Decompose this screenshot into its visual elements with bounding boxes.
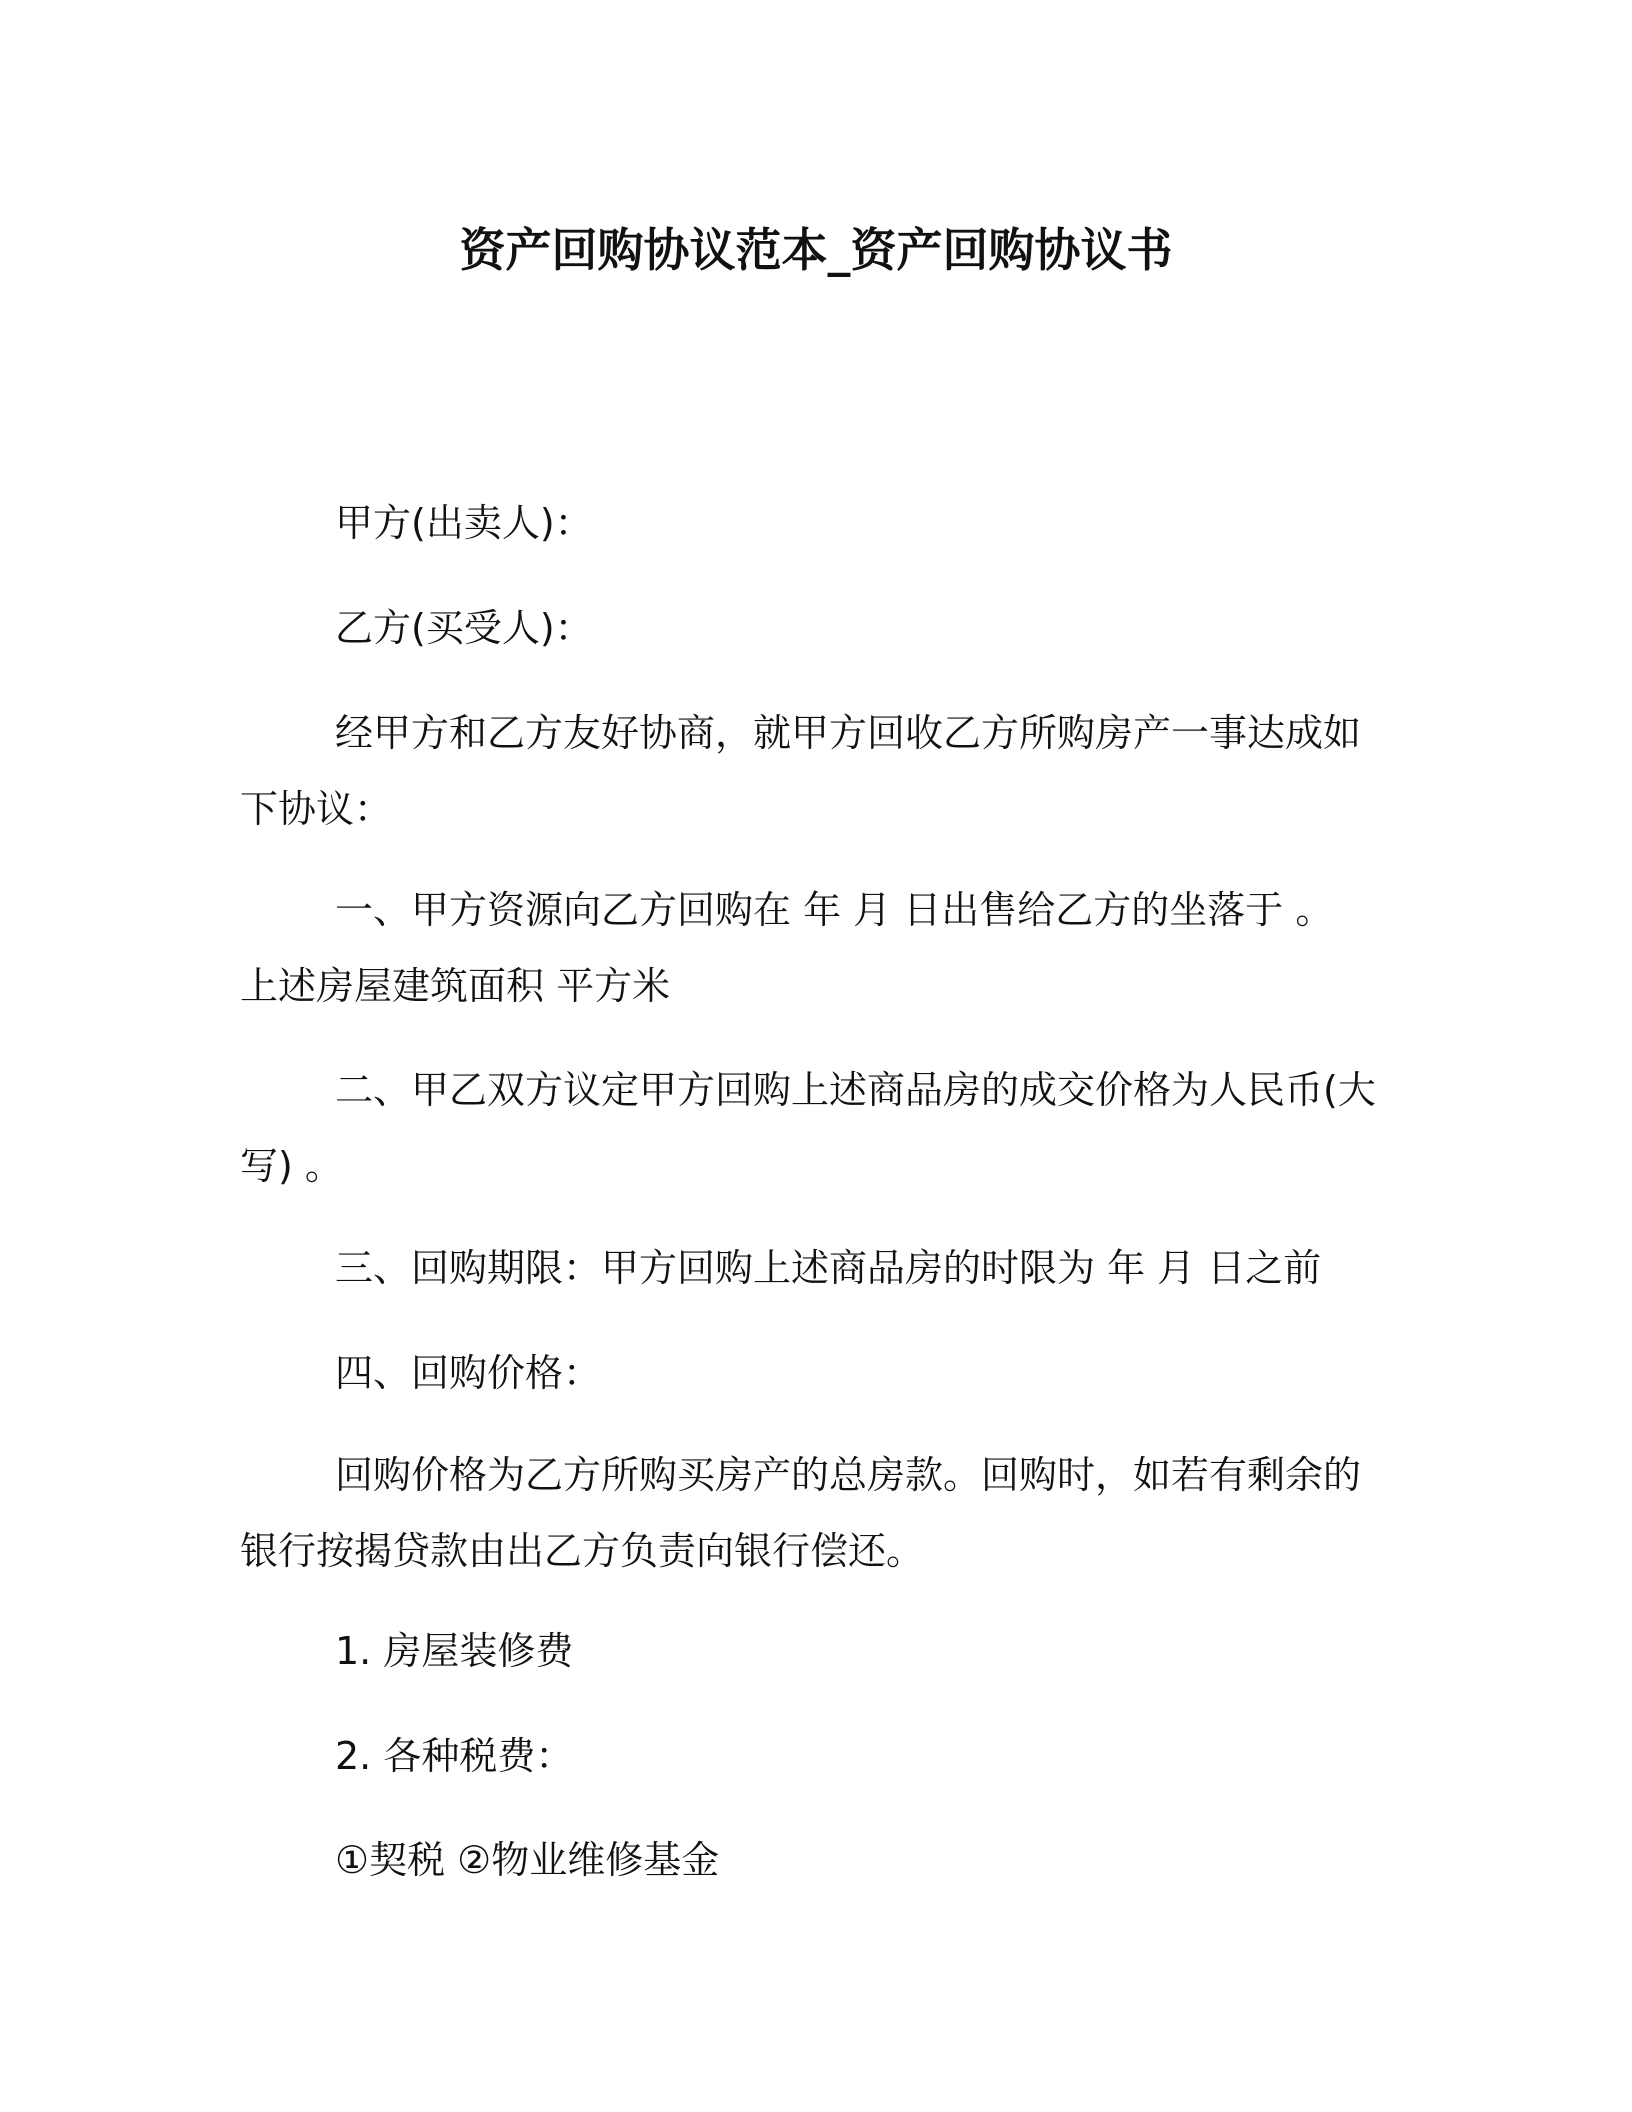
document-title: 资产回购协议范本_资产回购协议书 bbox=[459, 223, 1173, 277]
party-a-line: 甲方(出卖人)： bbox=[335, 501, 593, 545]
clause-4-body: 回购价格为乙方所购买房产的总房款。回购时，如若有剩余的银行按揭贷款由出乙方负责向银行偿还。 bbox=[240, 1453, 1362, 1573]
list-item-taxes: 2. 各种税费： bbox=[335, 1734, 574, 1778]
clause-4-heading: 四、回购价格： bbox=[335, 1351, 602, 1395]
clause-3: 三、回购期限：甲方回购上述商品房的时限为 年 月 日之前 bbox=[335, 1246, 1322, 1290]
clause-2: 二、甲乙双方议定甲方回购上述商品房的成交价格为人民币(大写) 。 bbox=[240, 1068, 1376, 1188]
list-item-tax-details: ①契税 ②物业维修基金 bbox=[335, 1838, 720, 1882]
clause-1: 一、甲方资源向乙方回购在 年 月 日出售给乙方的坐落于 。 上述房屋建筑面积 平方米 bbox=[240, 888, 1334, 1008]
agreement-intro: 经甲方和乙方友好协商，就甲方回收乙方所购房产一事达成如下协议： bbox=[240, 711, 1362, 831]
list-item-renovation-fee: 1. 房屋装修费 bbox=[335, 1629, 574, 1673]
party-b-line: 乙方(买受人)： bbox=[335, 606, 593, 650]
